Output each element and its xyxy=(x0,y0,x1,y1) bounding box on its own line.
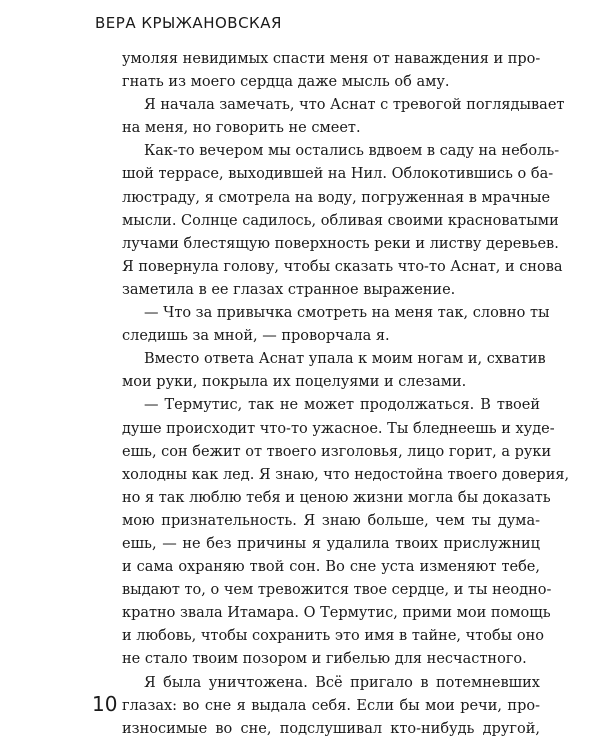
text-line: мои руки, покрыла их поцелуями и слезами. xyxy=(122,374,467,391)
text-line: глазах: во сне я выдала себя. Если бы мои речи, про- xyxy=(122,697,540,714)
text-line: лучами блестящую поверхность реки и листву деревьев. xyxy=(122,235,559,252)
text-line: кратно звала Итамара. О Термутис, прими мои помощь xyxy=(122,605,551,622)
running-header: ВЕРА КРЫЖАНОВСКАЯ xyxy=(95,14,282,32)
text-line: износимые во сне, подслушивал кто-нибудь другой, xyxy=(122,720,540,737)
text-line: выдают то, о чем тревожится твое сердце, и ты неодно- xyxy=(122,582,552,599)
text-line: ешь, сон бежит от твоего изголовья, лицо горит, а руки xyxy=(122,443,552,460)
text-line: Я была уничтожена. Всё пригало в потемневших xyxy=(144,674,540,691)
paragraph xyxy=(122,140,563,302)
text-line: но я так люблю тебя и ценою жизни могла бы доказать xyxy=(122,489,551,506)
text-line: — Что за привычка смотреть на меня так, словно ты xyxy=(144,305,550,322)
paragraph xyxy=(122,394,570,671)
text-line: умоляя невидимых спасти меня от наваждения и про- xyxy=(122,51,541,67)
text-line: душе происходит что-то ужасное. Ты бледнеешь и худе- xyxy=(122,420,555,437)
text-line: не стало твоим позором и гибелью для несчастного. xyxy=(122,651,527,668)
text-line: Вместо ответа Аснат упала к моим ногам и, схватив xyxy=(144,351,546,368)
paragraph xyxy=(122,94,565,140)
page-body xyxy=(122,48,570,741)
paragraph xyxy=(122,48,540,94)
text-line: заметила в ее глазах странное выражение. xyxy=(122,281,456,298)
paragraph xyxy=(122,672,540,741)
text-line: следишь за мной, — проворчала я. xyxy=(122,328,390,345)
text-line: на меня, но говорить не смеет. xyxy=(122,120,361,137)
paragraph xyxy=(122,302,550,348)
text-line: и любовь, чтобы сохранить это имя в тайне, чтобы оно xyxy=(122,628,544,645)
text-line: шой террасе, выходившей на Нил. Облокотившись о ба- xyxy=(122,166,554,183)
text-line: и сама охраняю твой сон. Во сне уста изменяют тебе, xyxy=(122,559,540,576)
text-line: Как-то вечером мы остались вдвоем в саду на неболь- xyxy=(144,143,560,160)
text-line: ешь, — не без причины я удалила твоих прислужниц xyxy=(122,535,540,552)
text-line: холодны как лед. Я знаю, что недостойна твоего доверия, xyxy=(122,466,570,483)
text-line: мою признательность. Я знаю больше, чем ты дума- xyxy=(122,512,540,529)
text-line: гнать из моего сердца даже мысль об аму. xyxy=(122,74,450,91)
page-number: 10 xyxy=(92,692,118,716)
text-line: — Термутис, так не может продолжаться. В твоей xyxy=(144,397,540,414)
paragraph xyxy=(122,348,546,394)
text-line: Я повернула голову, чтобы сказать что-то Аснат, и снова xyxy=(122,258,563,275)
text-line: Я начала замечать, что Аснат с тревогой поглядывает xyxy=(144,97,565,114)
text-line: люстраду, я смотрела на воду, погруженная в мрачные xyxy=(122,189,551,206)
text-line: мысли. Солнце садилось, обливая своими красноватыми xyxy=(122,212,559,229)
